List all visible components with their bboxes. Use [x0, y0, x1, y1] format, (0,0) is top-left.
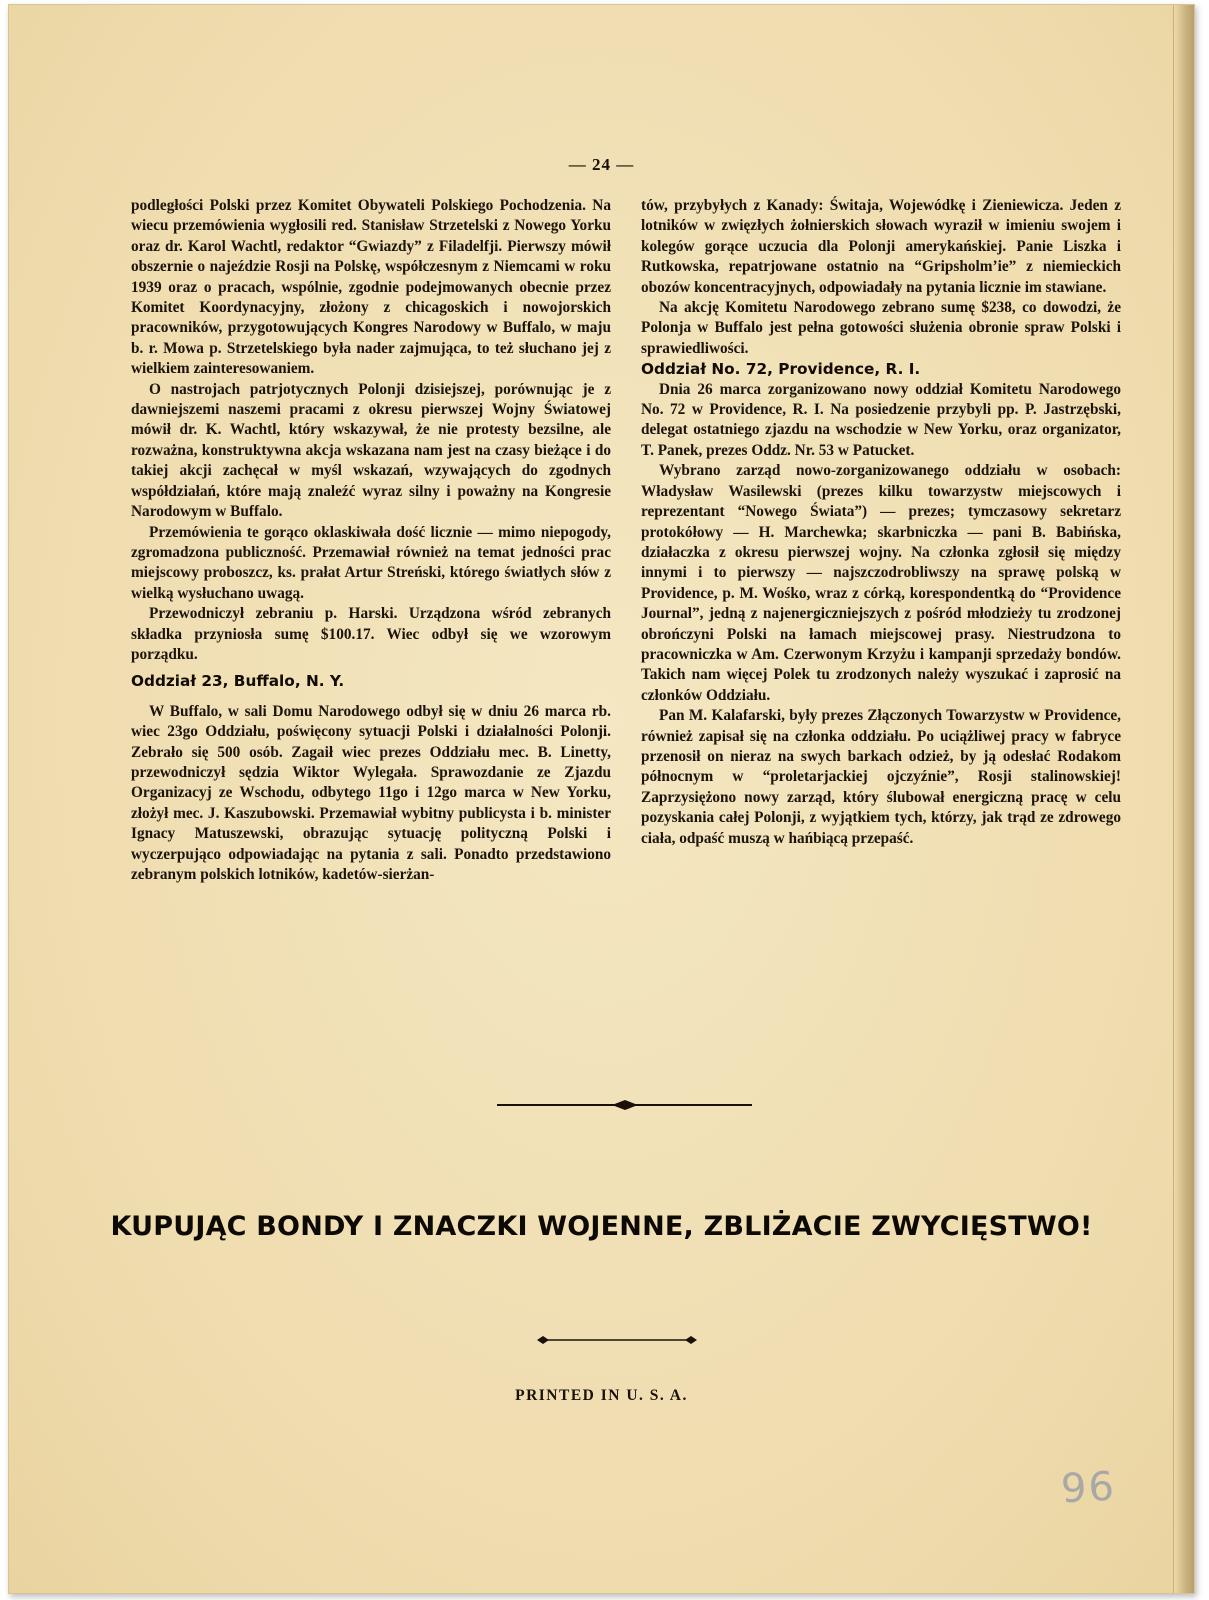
ornamental-divider	[497, 1097, 752, 1113]
paragraph: Przemówienia te gorąco oklaskiwała dość licznie — mimo niepogody, zgromadzona publiczność. Przemawiał również na temat jedności prac miejscowy proboszcz, ks. prałat Artur Streński, którego światłych słów z wielką wysłuchano uwagą.	[131, 523, 611, 602]
paragraph: W Buffalo, w sali Domu Narodowego odbył się w dniu 26 marca rb. wiec 23go Oddziału, poświęcony sytuacji Polski i działalności Polonji. Zebrało się 500 osób. Zagaił wiec prezes Oddziału mec. B. Linetty, przewodniczył sędzia Wiktor Wylegała. Sprawozdanie ze Zjazdu Organizacyj ze Wschodu, odbytego 11go i 12go marca w New Yorku, złożył mec. J. Kaszubowski. Przemawiał wybitny publicysta i b. minister Ignacy Matuszewski, obrazując sytuację polityczną Polski i wyczerpująco odpowiadając na pytania z sali. Ponadto przedstawiono zebranym polskich lotników, kadetów-sierżan-	[131, 702, 611, 883]
section-heading: Oddział No. 72, Providence, R. I.	[641, 360, 921, 379]
page-number: — 24 —	[568, 155, 635, 174]
left-column	[131, 196, 611, 885]
paragraph: Na akcję Komitetu Narodowego zebrano sumę $238, co dowodzi, że Polonja w Buffalo jest pełna gotowości służenia obronie spraw Polski i sprawiedliwości.	[641, 299, 1121, 357]
right-column	[641, 196, 1121, 849]
staple-binding-edge	[1173, 5, 1194, 1593]
section-heading: Oddział 23, Buffalo, N. Y.	[131, 672, 345, 691]
document-page	[8, 4, 1195, 1594]
paragraph: Przewodniczył zebraniu p. Harski. Urządzona wśród zebranych składka przyniosła sumę $100.17. Wiec odbył się we wzorowym porządku.	[131, 605, 611, 663]
paragraph: tów, przybyłych z Kanady: Świtaja, Wojewódkę i Zieniewicza. Jeden z lotników w zwięzłych żołnierskich słowach wyraził w imieniu swojem i kolegów gorące uczucia dla Polonji amerykańskiej. Panie Liszka i Rutkowska, repatrjowane ostatnio na “Gripsholm’ie” z niemieckich obozów koncentracyjnych, odpowiadały na pytania licznie im stawiane.	[641, 197, 1121, 296]
paragraph: podległości Polski przez Komitet Obywateli Polskiego Pochodzenia. Na wiecu przemówienia wygłosili red. Stanisław Strzetelski z Nowego Yorku oraz dr. Karol Wachtl, redaktor “Gwiazdy” z Filadelfji. Pierwszy mówił obszernie o najeździe Rosji na Polskę, współczesnym z Niemcami w roku 1939 oraz o pracach, wspólnie, zgodnie podejmowanych obecnie przez Komitet Koordynacyjny, złożony z chicagoskich i nowojorskich pracowników, przygotowujących Kongres Narodowy w Buffalo, w maju b. r. Mowa p. Strzetelskiego była nader zajmująca, to też słuchano jej z wielkiem zainteresowaniem.	[131, 197, 611, 378]
slogan-banner: KUPUJĄC BONDY I ZNACZKI WOJENNE, ZBLIŻACIE ZWYCIĘSTWO!	[110, 1211, 1093, 1242]
printed-in-usa-footer: PRINTED IN U. S. A.	[515, 1387, 688, 1404]
paragraph: Dnia 26 marca zorganizowano nowy oddział Komitetu Narodowego No. 72 w Providence, R. I. Na posiedzenie przybyli pp. P. Jastrzębski, delegat ostatniego zjazdu na wschodzie w New Yorku, oraz organizator, T. Panek, prezes Oddz. Nr. 53 w Patucket.	[641, 380, 1121, 459]
paragraph: O nastrojach patrjotycznych Polonji dzisiejszej, porównując je z dawniejszemi naszemi pracami z okresu pierwszej Wojny Światowej mówił dr. K. Wachtl, który wskazywał, że nie protesty bezsilne, ale rozważna, konstruktywna akcja wskazana nam jest na czasy bieżące i do takiej akcji zachęcał w myśl wskazań, wzywających do zgodnych współdziałań, które mają znaleźć wyraz silny i poważny na Kongresie Narodowym w Buffalo.	[131, 380, 611, 521]
paragraph: Pan M. Kalafarski, były prezes Złączonych Towarzystw w Providence, również zapisał się na członka oddziału. Po uciążliwej pracy w fabryce przenosił on nieraz na swych barkach odzież, by ją odesłać Rodakom północnym w “proletarjackiej ojczyźnie”, Rosji stalinowskiej! Zaprzysiężono nowy zarząd, który ślubował energiczną pracę w celu pozyskania całej Polonji, z wyjątkiem tych, którzy, jak trąd ze zdrowego ciała, odpaść muszą w hańbiącą przepaść.	[641, 707, 1121, 847]
handwritten-page-mark: 96	[1059, 1463, 1118, 1513]
paragraph: Wybrano zarząd nowo-zorganizowanego oddziału w osobach: Władysław Wasilewski (prezes kilku towarzystw miejscowych i reprezentant “Nowego Świata”) — prezes; tymczasowy sekretarz protokółowy — H. Marchewka; skarbniczka — pani B. Babińska, działaczka z okresu pierwszej wojny. Na członka zgłosił się między innymi i to pierwszy — najszczodrobliwszy na sprawę polską w Providence, p. M. Wośko, wraz z córką, korespondentką do “Providence Journal”, jedną z najenergiczniejszych z pośród młodzieży tu zrodzonej obrończyni Polski na łamach miejscowej prasy. Niestrudzona to pracowniczka w Am. Czerwonym Krzyżu i kampanji sprzedaży bondów. Takich nam więcej Polek tu zrodzonych należy wyszukać i zaprosić na członków Oddziału.	[641, 462, 1121, 704]
ornamental-divider-small	[537, 1333, 697, 1347]
